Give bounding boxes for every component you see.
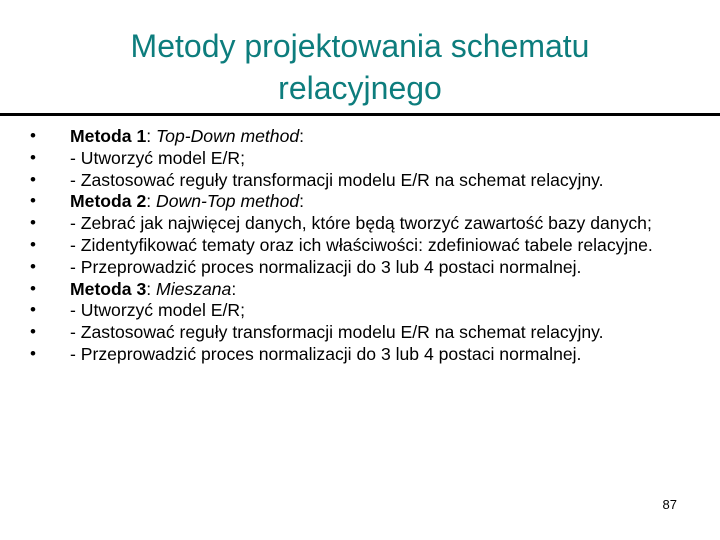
item-method-name: Metoda 3 (70, 278, 147, 299)
item-separator: : (146, 278, 157, 299)
item-text-pre: - Przeprowadzić proces normalizacji do 3 lub 4 postaci normalnej. (70, 256, 582, 277)
bullet-icon: • (30, 256, 36, 276)
bullet-icon: • (30, 343, 36, 363)
item-text-pre: - Utworzyć model E/R; (70, 300, 245, 321)
list-item (30, 301, 700, 319)
list-item (30, 258, 700, 276)
bullet-icon: • (30, 322, 36, 342)
list-item (30, 345, 700, 363)
item-method-type: Mieszana (156, 278, 232, 299)
list-item (30, 214, 700, 232)
list-item (30, 127, 700, 145)
bullet-icon: • (30, 147, 36, 167)
item-method-name: Metoda 1 (70, 126, 147, 146)
list-item (30, 323, 700, 341)
bullet-icon: • (30, 213, 36, 233)
item-text-post: : (231, 278, 237, 299)
bullet-icon: • (30, 278, 36, 298)
list-item (30, 149, 700, 167)
item-text-post: : (299, 126, 305, 146)
bullet-list (30, 127, 700, 367)
page-number: 87 (662, 497, 677, 512)
list-item (30, 171, 700, 189)
slide-title (60, 25, 660, 109)
list-item (30, 192, 700, 210)
bullet-icon: • (30, 191, 36, 211)
slide-title-line2: relacyjnego (278, 70, 442, 106)
item-method-type: Down-Top method (156, 191, 300, 212)
item-text-pre: - Zastosować reguły transformacji modelu E/R na schemat relacyjny. (70, 169, 604, 190)
bullet-icon: • (30, 234, 36, 254)
item-text-pre: - Przeprowadzić proces normalizacji do 3 lub 4 postaci normalnej. (70, 343, 582, 364)
item-text-pre: - Zebrać jak najwięcej danych, które będą tworzyć zawartość bazy danych; (70, 213, 652, 234)
list-item (30, 236, 700, 254)
item-text-post: : (299, 191, 305, 212)
item-text-pre: - Utworzyć model E/R; (70, 147, 245, 168)
item-method-type: Top-Down method (156, 126, 300, 146)
item-separator: : (146, 126, 157, 146)
item-separator: : (146, 191, 157, 212)
bullet-icon: • (30, 169, 36, 189)
list-item (30, 280, 700, 298)
title-divider (0, 113, 720, 116)
bullet-icon: • (30, 300, 36, 320)
item-method-name: Metoda 2 (70, 191, 147, 212)
slide-title-line1: Metody projektowania schematu (130, 28, 590, 64)
item-text-pre: - Zastosować reguły transformacji modelu E/R na schemat relacyjny. (70, 322, 604, 343)
item-text-pre: - Zidentyfikować tematy oraz ich właściwości: zdefiniować tabele relacyjne. (70, 234, 653, 255)
bullet-icon: • (30, 126, 36, 145)
